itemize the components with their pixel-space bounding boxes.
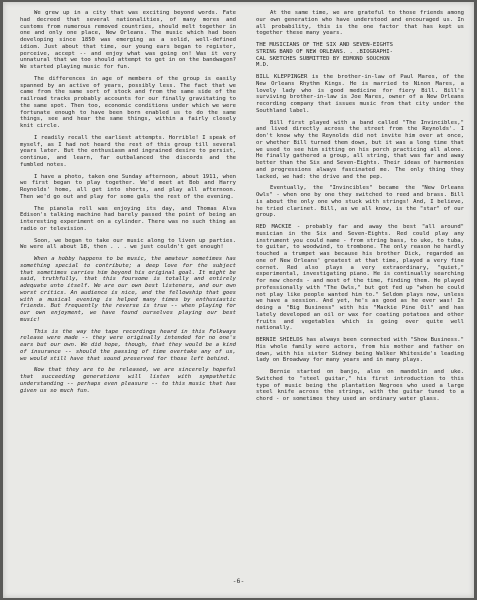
page-number: -6- [232, 577, 245, 585]
heading-line: CAL SKETCHES SUBMITTED BY EDMOND SOUCHON [256, 55, 390, 62]
document-page [3, 2, 474, 598]
left-column [20, 10, 236, 399]
paragraph: I readily recall the earliest attempts. Horrible! I speak of myself, as I had not heard the rest of this group till several years later. But the enthusiasm and ingrained desire to persist, continue, and learn, far outbalanced the discords and the fumbled notes. [20, 134, 236, 168]
paragraph: Bill first played with a band called "The Invincibles," and lived directly across the street from the Reynolds'. I don't know why the Reynolds did not invite him over at once, or whether Bill turned them down, but it was a long time that we used to see him sitting on his porch practicing all alone. He finally gathered a group, all string, that was far and away better than the Six and Seven-Eights. Their ideas of harmonies and progressions always fascinated me. The only thing they lacked, we had: the drive and the pep. [256, 119, 464, 180]
section-heading [256, 42, 464, 69]
heading-line: M.D. [256, 62, 270, 69]
right-column [256, 10, 464, 408]
paragraph: Eventually, the "Invincibles" became the "New Orleans Owls" - when one by one they switched to reed and brass. Bill is about the only one who stuck with strings! And, I believe, he tried clarinet. Bill, as we all know, is the "star" of our group. [256, 185, 464, 219]
paragraph: Bernie started on banjo, also on mandolin and uke. Switched to "steel guitar," his first introduction to this type of music being the plantation Negroes who used a large steel knife across the strings, with the guitar tuned to a chord - or sometimes they used an ordinary water glass. [256, 369, 464, 402]
heading-line: THE MUSICIANS OF THE SIX AND SEVEN-EIGHTS [256, 42, 393, 48]
paragraph: This is the way the tape recordings heard in this Folkways release were made -- they were originally intended for no one's ears but our own. We did hope, though, that they would be a kind of insurance -- should the passing of time overtake any of us, we would still have that sound preserved for those left behind. [20, 328, 236, 362]
paragraph: I have a photo, taken one Sunday afternoon, about 1911, when we first began to play together. We'd meet at Bob and Harry Reynolds' home, all get into shorts, and play all afternoon. Then we'd go out and play for some gals the rest of the evening. [20, 173, 236, 200]
paragraph: Now that they are to be released, we are sincerely hopeful that succeeding generations will listen with sympathetic understanding -- perhaps even pleasure -- to this music that has given us so much fun. [20, 367, 236, 394]
paragraph: RED MACKIE - probably far and away the best "all around" musician in the Six and Seven-Eights. Red could play any instrument you could name - from string bass, to uke, to tuba, to guitar, to woodwind, to trombone. The only reason he hardly touched a trumpet was because his brother Dick, regarded as one of New Orleans' greatest at that time, played a very fine cornet. Red also plays a very extraordinary, "quiet," experimental, investigating piano. He is continually searching for new chords - and most of the time, finding them. He played professionally with "The Owls," but got fed up "when he could not play like people wanted him to." Seldom plays now, unless we have a session. And yet, he's as good as he ever was! Is doing a "Big Business" with his "Mackie Pine Oil" and has lately developed an oil or wax for coating potatoes and other fruits and vegetables which is going over quite well nationally. [256, 224, 464, 332]
paragraph: The differences in age of members of the group is easily spanned by an active of years, possibly less. The fact that we came from the same sort of stock and from the same side of the railroad tracks probably accounts for our finally gravitating to the same spot. Then too, economic conditions under which we were fortunate enough to have been born enabled us to do the same things, see and hear the same things, within a fairly closely knit circle. [20, 75, 236, 129]
paragraph: Soon, we began to take our music along to liven up parties. We were all about 18, then . . . we just couldn't get enough! [20, 237, 236, 251]
paragraph: We grew up in a city that was exciting beyond words. Fate had decreed that several nationalities, of many mores and customs from numerous removed countries, should melt together in one and only one place, New Orleans. The music which had been developing since 1850 was emerging as a solid, well-defined idiom. Just about that time, our young ears began to register, perceive, accept -- and enjoy what was going on! Was it very unnatural that we too should attempt to get in on the bandwagon? We started playing music for fun. [20, 10, 236, 70]
paragraph: BERNIE SHIELDS has always been connected with "Show Business." His whole family were actors, from his mother and father on down, with his sister Sidney being Walker Whiteside's leading lady on Broadway for many years and in many plays. [256, 337, 464, 364]
paragraph: The pianola roll was enjoying its day, and Thomas Alva Edison's talking machine had barely passed the point of being an interesting experiment on a cylinder. There was no such thing as radio or television. [20, 205, 236, 232]
paragraph: At the same time, we are grateful to those friends among our own generation who have understood and encouraged us. In all probability, this is the one factor that has kept us together these many years. [256, 10, 464, 37]
paragraph: When a hobby happens to be music, the amateur sometimes has something special to contribute; a deep love for the subject that sometimes carries him beyond his original goal. It might be said, truthfully, that this foursome is totally and entirely adequate unto itself. We are our own best listeners, and our own worst critics. An audience is nice, and the fellowship that goes with a musical evening is helped many times by enthusiastic friends. But frequently the reverse is true -- when playing for our own enjoyment, we have found ourselves playing our best music! [20, 256, 236, 323]
heading-line: STRING BAND OF NEW ORLEANS. . .BIOGRAPHI- [256, 48, 393, 55]
paragraph: BILL KLEPPINGER is the brother-in-law of Paul Mares, of the New Orleans Rhythm Kings. He is married to Ninon Mares, a lovely lady who is good medicine for fiery Bill. Bill's surviving brother-in-law is Joe Mares, owner of a New Orleans recording company that issues music from that city under the Southland label. [256, 74, 464, 114]
